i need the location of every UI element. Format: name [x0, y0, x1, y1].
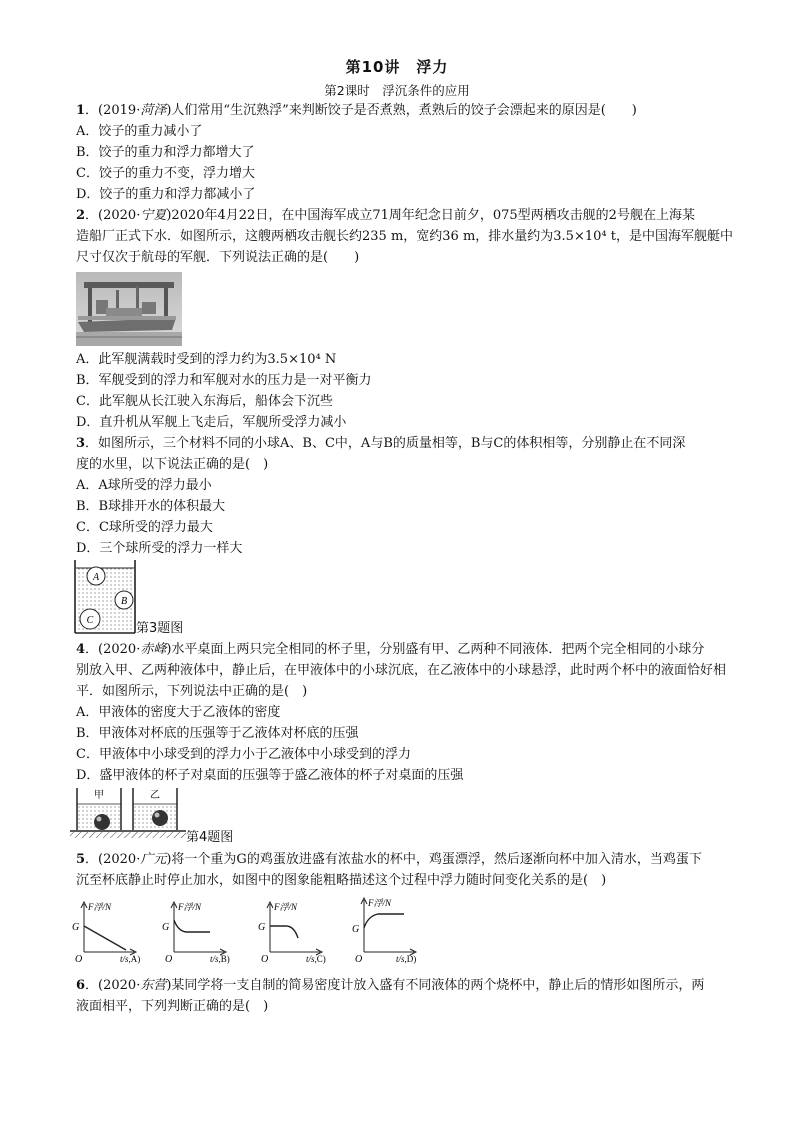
q6-stem-line2: 液面相平，下列判断正确的是( )	[76, 999, 269, 1014]
svg-text:t/s,B): t/s,B)	[210, 954, 230, 964]
q2-option-a: A．此军舰满载时受到的浮力约为3.5×10⁴ N	[76, 352, 337, 367]
q2-option-d: D．直升机从军舰上飞走后，军舰所受浮力减小	[76, 415, 347, 430]
q5-stem-line2: 沉至杯底静止时停止加水，如图中的图象能粗略描述这个过程中浮力随时间变化关系的是( )	[76, 873, 607, 888]
q3-figure	[74, 560, 136, 634]
q3-option-c: C．C球所受的浮力最大	[76, 520, 213, 535]
svg-text:G: G	[162, 922, 170, 933]
q1-option-c: C．饺子的重力不变，浮力增大	[76, 166, 255, 181]
ball-c-label: C	[86, 615, 94, 626]
svg-text:t/s,D): t/s,D)	[396, 954, 417, 964]
q2-stem-line1: 2．(2020·宁夏)2020年4月22日，在中国海军成立71周年纪念日前夕，075型两栖攻击舰的2号舰在上海某	[76, 208, 695, 223]
svg-text:t/s,A): t/s,A)	[120, 954, 141, 964]
q6-stem-line1: 6．(2020·东营)某同学将一支自制的简易密度计放入盛有不同液体的两个烧杯中，静止后的情形如图所示，两	[76, 978, 705, 993]
q4-stem-line3: 平．如图所示，下列说法中正确的是( )	[76, 684, 308, 699]
q4-stem-line2: 别放入甲、乙两种液体中，静止后，在甲液体中的小球沉底，在乙液体中的小球悬浮，此时两个杯中的液面恰好相	[76, 663, 727, 678]
q3-stem-line2: 度的水里，以下说法正确的是( )	[76, 457, 269, 472]
q5-graph-d	[350, 892, 440, 966]
svg-text:G: G	[72, 922, 80, 933]
q1-option-b: B．饺子的重力和浮力都增大了	[76, 145, 255, 160]
q4-caption: 第4题图	[186, 830, 234, 845]
q2-stem-line2: 造船厂正式下水．如图所示，这艘两栖攻击舰长约235 m，宽约36 m，排水量约为3.5×10⁴ t，是中国海军舰艇中	[76, 229, 733, 244]
cup-jia-label: 甲	[94, 790, 104, 801]
q4-option-b: B．甲液体对杯底的压强等于乙液体对杯底的压强	[76, 726, 359, 741]
page-subtitle: 第2课时 浮沉条件的应用	[324, 83, 470, 98]
q5-graph-c	[256, 898, 346, 966]
svg-text:O: O	[75, 954, 83, 965]
q5-graph-a	[70, 898, 160, 966]
svg-text:O: O	[165, 954, 173, 965]
q1-option-d: D．饺子的重力和浮力都减小了	[76, 187, 256, 202]
svg-text:O: O	[355, 954, 363, 965]
svg-text:F浮/N: F浮/N	[88, 902, 112, 912]
q3-stem-line1: 3．如图所示，三个材料不同的小球A、B、C中，A与B的质量相等，B与C的体积相等，分别静止在不同深	[76, 436, 686, 451]
q4-figure	[70, 786, 186, 838]
ball-b-label: B	[120, 596, 128, 607]
q2-option-c: C．此军舰从长江驶入东海后，船体会下沉些	[76, 394, 333, 409]
page-title: 第10讲 浮力	[345, 58, 449, 76]
q3-option-b: B．B球排开水的体积最大	[76, 499, 226, 514]
warship-photo	[76, 272, 182, 346]
q1-stem: 1．(2019·菏泽)人们常用“生沉熟浮”来判断饺子是否煮熟，煮熟后的饺子会漂起来的原因是( )	[76, 103, 637, 118]
svg-text:O: O	[261, 954, 269, 965]
q2-option-b: B．军舰受到的浮力和军舰对水的压力是一对平衡力	[76, 373, 372, 388]
q5-graph-b	[160, 898, 250, 966]
q3-caption: 第3题图	[136, 621, 184, 636]
q4-option-c: C．甲液体中小球受到的浮力小于乙液体中小球受到的浮力	[76, 747, 411, 762]
q3-option-a: A．A球所受的浮力最小	[76, 478, 212, 493]
q2-stem-line3: 尺寸仅次于航母的军舰．下列说法正确的是( )	[76, 250, 360, 265]
cup-yi-label: 乙	[150, 790, 160, 801]
svg-text:F浮/N: F浮/N	[368, 898, 392, 908]
q5-stem-line1: 5．(2020·广元)将一个重为G的鸡蛋放进盛有浓盐水的杯中，鸡蛋漂浮，然后逐渐向杯中加入清水，当鸡蛋下	[76, 852, 702, 867]
svg-text:F浮/N: F浮/N	[178, 902, 202, 912]
svg-text:G: G	[352, 924, 360, 935]
svg-text:G: G	[258, 922, 266, 933]
svg-text:F浮/N: F浮/N	[274, 902, 298, 912]
q4-stem-line1: 4．(2020·赤峰)水平桌面上两只完全相同的杯子里，分别盛有甲、乙两种不同液体．把两个完全相同的小球分	[76, 642, 705, 657]
q1-option-a: A．饺子的重力减小了	[76, 124, 203, 139]
q4-option-d: D．盛甲液体的杯子对桌面的压强等于盛乙液体的杯子对桌面的压强	[76, 768, 464, 783]
ball-a-label: A	[92, 572, 100, 583]
svg-text:t/s,C): t/s,C)	[306, 954, 326, 964]
q4-option-a: A．甲液体的密度大于乙液体的密度	[76, 705, 281, 720]
q3-option-d: D．三个球所受的浮力一样大	[76, 541, 243, 556]
